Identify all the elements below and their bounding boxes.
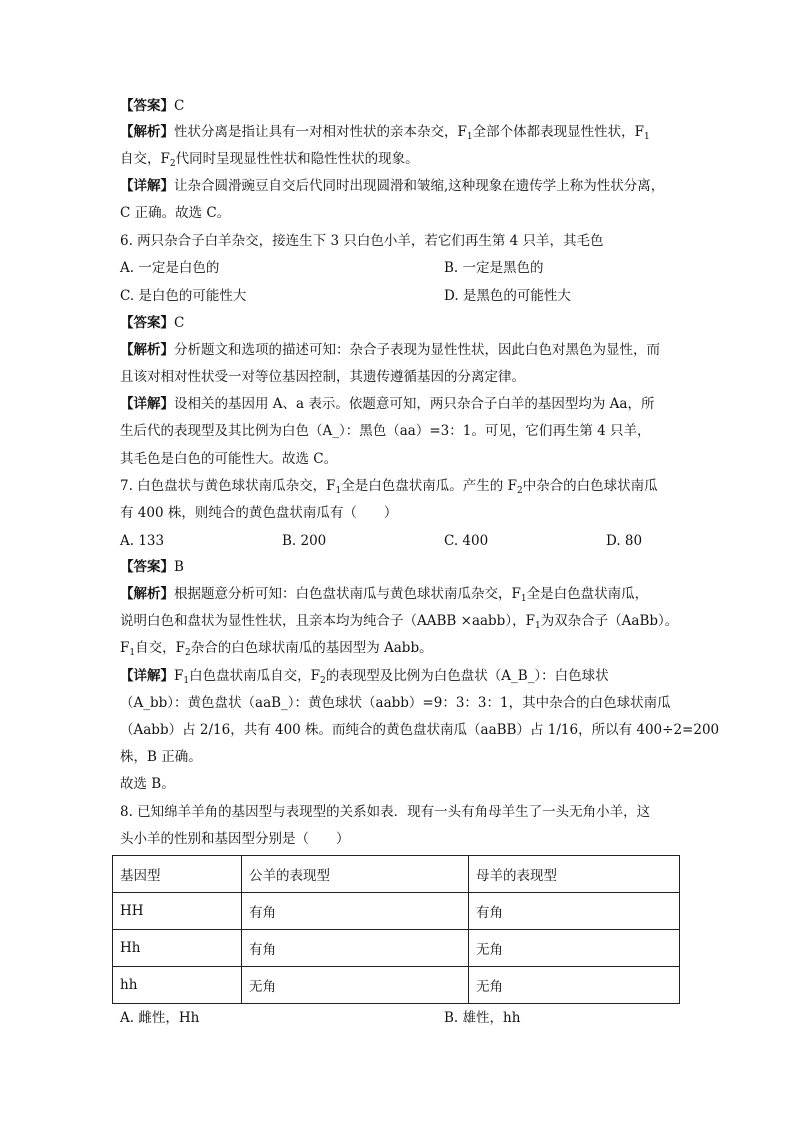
- genotype-table: [112, 855, 680, 1004]
- q5-analysis-line2: 自交，$F_2$代同时呈现显性性状和隐性性状的现象。: [120, 151, 419, 169]
- table-cell: Hh: [113, 930, 242, 967]
- q6-option-a: A. 一定是白色的: [120, 260, 220, 276]
- q6-option-c: C. 是白色的可能性大: [120, 288, 247, 304]
- q5-detail-line2: C 正确。故选 C。: [120, 205, 231, 221]
- q8-question-line1: 8. 已知绵羊羊角的基因型与表现型的关系如表．现有一头有角母羊生了一头无角小羊，这: [120, 804, 651, 820]
- table-header-cell: 母羊的表现型: [469, 856, 680, 893]
- q7-analysis-line2: 说明白色和盘状为显性性状，且亲本均为纯合子（AABB ×aabb），$F_1$为双杂合子（AaBb）。: [120, 613, 679, 631]
- q7-option-a: A. 133: [120, 533, 165, 549]
- q6-analysis-line2: 且该对相对性状受一对等位基因控制，其遗传遵循基因的分离定律。: [120, 369, 525, 385]
- table-cell: 无角: [469, 967, 680, 1004]
- table-cell: 有角: [469, 893, 680, 930]
- q6-detail-line1: 【详解】设相关的基因用 A、a 表示。依题意可知，两只杂合子白羊的基因型均为 Aa，所: [120, 396, 655, 412]
- q7-analysis-line1: 【解析】根据题意分析可知：白色盘状南瓜与黄色球状南瓜杂交，$F_1$全是白色盘状南瓜，: [120, 586, 649, 604]
- table-cell: hh: [113, 967, 242, 1004]
- q6-detail-line2: 生后代的表现型及其比例为白色（A_）：黑色（aa）=3：1。可见，它们再生第 4 只羊，: [120, 423, 651, 439]
- q7-detail-line3: （Aabb）占 2/16，共有 400 株。而纯合的黄色盘状南瓜（aaBB）占 1/16，所以有 400÷2=200: [120, 722, 720, 738]
- q7-question-line1: 7. 白色盘状与黄色球状南瓜杂交，$F_1$全是白色盘状南瓜。产生的 $F_2$中杂合的白色球状南瓜: [120, 478, 658, 496]
- q7-detail-line5: 故选 B。: [120, 776, 175, 792]
- table-header-cell: 公羊的表现型: [242, 856, 469, 893]
- q6-detail-line3: 其毛色是白色的可能性大。故选 C。: [120, 451, 338, 467]
- q7-detail-line1: 【详解】$F_1$白色盘状南瓜自交，$F_2$的表现型及比例为白色盘状（A_B_）：白色球状: [120, 668, 609, 686]
- q6-answer: 【答案】C: [120, 315, 185, 331]
- q6-question: 6. 两只杂合子白羊杂交，接连生下 3 只白色小羊，若它们再生第 4 只羊，其毛色: [120, 233, 604, 249]
- q5-detail-line1: 【详解】让杂合圆滑豌豆自交后代同时出现圆滑和皱缩,这种现象在遗传学上称为性状分离，: [120, 178, 665, 194]
- q7-detail-line2: （A_bb）：黄色盘状（aaB_）：黄色球状（aabb）=9：3：3：1，其中杂合的白色球状南瓜: [120, 695, 671, 711]
- q6-option-d: D. 是黑色的可能性大: [444, 288, 571, 304]
- table-cell: 有角: [242, 893, 469, 930]
- table-row: [113, 967, 680, 1004]
- table-row: [113, 893, 680, 930]
- table-header-row: [113, 856, 680, 893]
- table-header-cell: 基因型: [113, 856, 242, 893]
- q7-answer: 【答案】B: [120, 559, 184, 575]
- q7-option-c: C. 400: [444, 533, 489, 549]
- q6-option-b: B. 一定是黑色的: [444, 260, 544, 276]
- q5-answer: 【答案】C: [120, 98, 185, 114]
- table-cell: 无角: [242, 967, 469, 1004]
- table-row: [113, 930, 680, 967]
- q8-option-a: A. 雌性，Hh: [120, 1010, 200, 1026]
- table-cell: HH: [113, 893, 242, 930]
- q7-detail-line4: 株，B 正确。: [120, 749, 202, 765]
- table-cell: 无角: [469, 930, 680, 967]
- q7-analysis-line3: $F_1$自交，$F_2$杂合的白色球状南瓜的基因型为 Aabb。: [120, 640, 433, 658]
- q7-question-line2: 有 400 株，则纯合的黄色盘状南瓜有（ ）: [120, 505, 398, 521]
- q8-question-line2: 头小羊的性别和基因型分别是（ ）: [120, 831, 350, 847]
- q8-option-b: B. 雄性，hh: [444, 1010, 521, 1026]
- q6-analysis-line1: 【解析】分析题文和选项的描述可知：杂合子表现为显性性状，因此白色对黑色为显性，而: [120, 342, 660, 358]
- q7-option-d: D. 80: [606, 533, 643, 549]
- q7-option-b: B. 200: [282, 533, 327, 549]
- table-cell: 有角: [242, 930, 469, 967]
- q5-analysis-line1: 【解析】性状分离是指让具有一对相对性状的亲本杂交，$F_1$全部个体都表现显性性状，$F_1$: [120, 124, 650, 142]
